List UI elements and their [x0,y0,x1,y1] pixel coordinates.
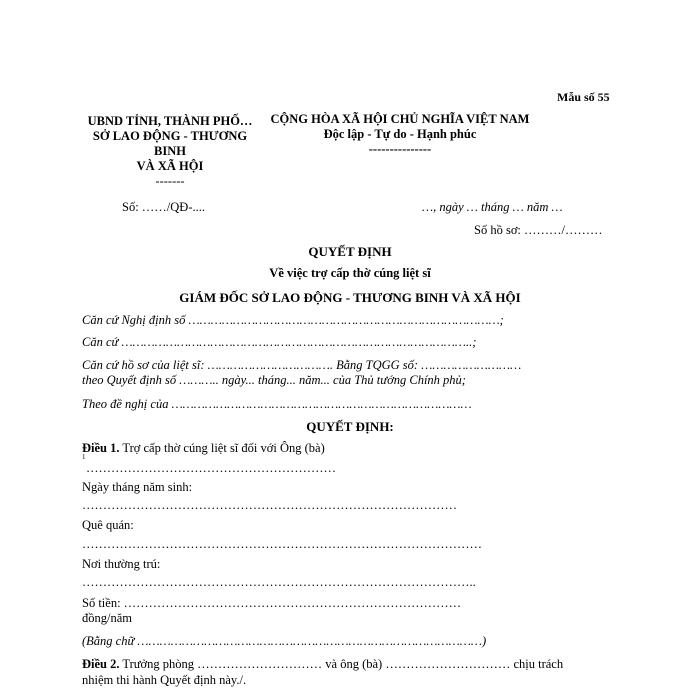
decide-heading: QUYẾT ĐỊNH: [306,419,394,434]
hometown-blank: …………………………………………………………………………………… [82,537,482,551]
decision-number: Số: ……/QĐ-.... [122,200,205,214]
agency-line-4: VÀ XÃ HỘI [136,159,204,173]
agency-line-3: BINH [154,144,186,158]
national-divider: --------------- [368,142,432,156]
name-blank: …………………………………………………… [86,461,336,475]
article-1 [82,441,325,456]
basis-line-4: theo Quyết định số ……….. ngày... tháng... năm... của Thủ tướng Chính phủ; [82,373,466,387]
national-motto: Độc lập - Tự do - Hạnh phúc [323,127,477,141]
file-number: Số hồ sơ: ………/……… [474,223,603,237]
residence-blank: ………………………………………………………………………………….. [82,575,476,589]
hometown-label: Quê quán: [82,518,134,532]
basis-line-3: Căn cứ hồ sơ của liệt sĩ: ……………………………. Bằng TQGG số: ……………………… [82,358,522,372]
amount-blank: ……………………………………………………………………… [123,596,462,610]
issue-date: …, ngày … tháng … năm … [422,200,563,214]
article-1-label: Điều 1. [82,441,120,455]
amount-in-words: (Bằng chữ …………………………………………………………………………………) [82,634,487,648]
national-name: CỘNG HÒA XÃ HỘI CHỦ NGHĨA VIỆT NAM [270,112,530,126]
agency-line-1: UBND TỈNH, THÀNH PHỐ… [87,114,253,128]
article-2 [82,657,563,672]
residence-label: Nơi thường trú: [82,557,161,571]
article-1-text: Trợ cấp thờ cúng liệt sĩ đối với Ông (bà) [122,441,325,455]
basis-line-5: Theo đề nghị của ……………………………………………………………………… [82,397,472,411]
amount-line [82,596,461,611]
basis-line-1: Căn cứ Nghị định số …………………………………………………………………………; [82,313,504,327]
national-header [270,112,530,157]
form-number: Mẫu số 55 [557,90,610,104]
article-2-text: Trưởng phòng ………………………… và ông (bà) ………………………… chịu trách [122,657,564,671]
agency-divider: ------- [155,174,185,188]
document-subtitle: Về việc trợ cấp thờ cúng liệt sĩ [269,266,431,280]
agency-line-2: SỞ LAO ĐỘNG - THƯƠNG [92,129,248,143]
amount-label: Số tiền: [82,596,121,610]
amount-unit: đồng/năm [82,611,132,625]
footnote-mark: 1 [82,453,86,461]
document-title: QUYẾT ĐỊNH [308,244,392,259]
basis-line-2: Căn cứ …………………………………………………………………………………..; [82,335,477,349]
article-2-continuation: nhiệm thi hành Quyết định này./. [82,673,247,687]
issuing-agency-header [70,114,270,189]
dob-blank: ……………………………………………………………………………… [82,498,457,512]
issuing-authority: GIÁM ĐỐC SỞ LAO ĐỘNG - THƯƠNG BINH VÀ XÃ HỘI [179,290,521,305]
article-2-label: Điều 2. [82,657,120,671]
dob-label: Ngày tháng năm sinh: [82,480,193,494]
